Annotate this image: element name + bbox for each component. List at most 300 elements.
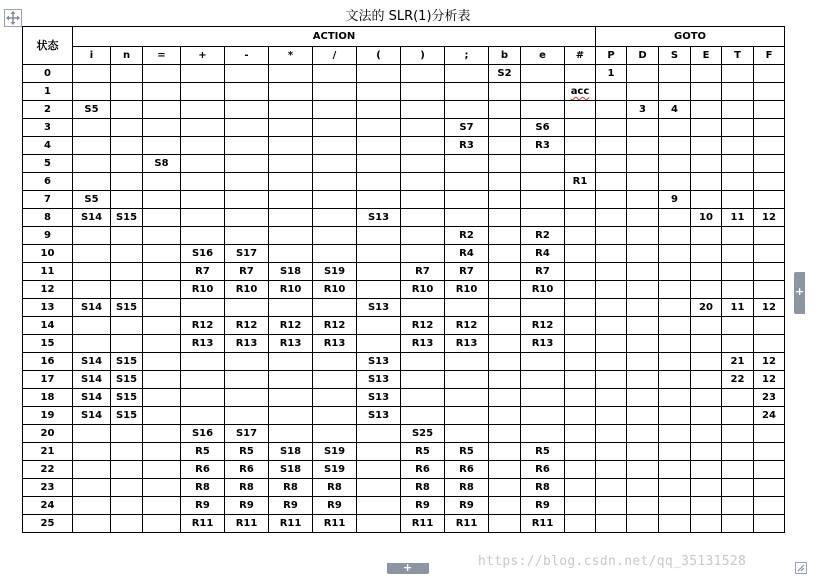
action-cell[interactable] [521,191,565,209]
action-cell[interactable]: R9 [225,497,269,515]
action-cell[interactable] [565,317,596,335]
goto-cell[interactable] [627,335,659,353]
action-cell[interactable] [225,137,269,155]
action-cell[interactable] [565,191,596,209]
action-cell[interactable] [111,191,143,209]
goto-cell[interactable] [627,209,659,227]
action-cell[interactable]: R10 [401,281,445,299]
goto-cell[interactable] [691,155,722,173]
goto-cell[interactable] [596,299,627,317]
action-cell[interactable] [269,209,313,227]
action-cell[interactable]: S16 [181,425,225,443]
goto-cell[interactable] [627,299,659,317]
action-cell[interactable] [313,353,357,371]
action-cell[interactable] [565,299,596,317]
action-cell[interactable] [565,65,596,83]
action-cell[interactable] [225,371,269,389]
action-cell[interactable]: R7 [401,263,445,281]
add-column-tab[interactable] [794,272,805,314]
action-cell[interactable]: R11 [269,515,313,533]
action-cell[interactable] [225,299,269,317]
action-cell[interactable]: S18 [269,461,313,479]
action-cell[interactable] [181,191,225,209]
action-cell[interactable] [401,245,445,263]
action-cell[interactable]: R10 [181,281,225,299]
action-cell[interactable] [73,119,111,137]
action-cell[interactable] [111,227,143,245]
action-cell[interactable] [565,227,596,245]
goto-cell[interactable] [754,263,785,281]
action-cell[interactable] [401,119,445,137]
goto-cell[interactable] [627,515,659,533]
goto-cell[interactable] [596,209,627,227]
action-cell[interactable]: R11 [313,515,357,533]
goto-cell[interactable] [659,137,691,155]
action-cell[interactable] [445,191,489,209]
action-cell[interactable]: S14 [73,353,111,371]
goto-cell[interactable] [659,227,691,245]
action-cell[interactable]: R13 [181,335,225,353]
goto-cell[interactable] [659,443,691,461]
action-cell[interactable] [73,335,111,353]
action-cell[interactable]: S15 [111,407,143,425]
action-cell[interactable] [357,461,401,479]
action-cell[interactable]: R11 [401,515,445,533]
action-cell[interactable]: R6 [445,461,489,479]
action-cell[interactable] [521,173,565,191]
goto-cell[interactable] [627,227,659,245]
goto-cell[interactable] [722,515,754,533]
action-cell[interactable] [313,407,357,425]
goto-cell[interactable] [722,407,754,425]
action-cell[interactable] [357,497,401,515]
action-cell[interactable]: R11 [225,515,269,533]
goto-cell[interactable] [596,479,627,497]
action-cell[interactable] [111,425,143,443]
action-cell[interactable]: S5 [73,191,111,209]
goto-cell[interactable] [691,263,722,281]
action-cell[interactable] [225,227,269,245]
action-cell[interactable]: S13 [357,209,401,227]
action-cell[interactable]: R4 [445,245,489,263]
goto-cell[interactable] [596,101,627,119]
goto-cell[interactable] [691,515,722,533]
goto-cell[interactable] [691,137,722,155]
goto-cell[interactable] [754,317,785,335]
goto-cell[interactable] [659,515,691,533]
action-cell[interactable] [111,317,143,335]
goto-cell[interactable] [596,245,627,263]
action-cell[interactable] [489,461,521,479]
action-cell[interactable] [225,101,269,119]
action-cell[interactable] [357,515,401,533]
action-cell[interactable] [73,461,111,479]
action-cell[interactable] [357,65,401,83]
action-cell[interactable] [181,389,225,407]
action-cell[interactable] [401,299,445,317]
action-cell[interactable] [565,101,596,119]
goto-cell[interactable] [596,389,627,407]
action-cell[interactable] [445,155,489,173]
goto-cell[interactable]: 10 [691,209,722,227]
action-cell[interactable] [313,155,357,173]
action-cell[interactable] [565,155,596,173]
goto-cell[interactable] [722,227,754,245]
goto-cell[interactable]: 11 [722,299,754,317]
goto-cell[interactable] [722,443,754,461]
action-cell[interactable]: R13 [445,335,489,353]
action-cell[interactable] [225,83,269,101]
action-cell[interactable] [489,263,521,281]
action-cell[interactable]: R9 [181,497,225,515]
goto-cell[interactable]: 12 [754,299,785,317]
action-cell[interactable] [73,65,111,83]
action-cell[interactable] [445,101,489,119]
action-cell[interactable]: R12 [313,317,357,335]
action-cell[interactable] [143,353,181,371]
action-cell[interactable] [143,227,181,245]
action-cell[interactable] [111,515,143,533]
action-cell[interactable] [313,101,357,119]
action-cell[interactable]: R9 [445,497,489,515]
goto-cell[interactable] [659,389,691,407]
goto-cell[interactable] [754,155,785,173]
add-row-tab[interactable] [387,563,429,574]
goto-cell[interactable] [691,101,722,119]
action-cell[interactable] [73,479,111,497]
action-cell[interactable]: R5 [225,443,269,461]
action-cell[interactable] [445,209,489,227]
action-cell[interactable] [181,407,225,425]
goto-cell[interactable] [627,65,659,83]
action-cell[interactable] [401,191,445,209]
action-cell[interactable] [445,353,489,371]
goto-cell[interactable] [627,389,659,407]
action-cell[interactable] [111,245,143,263]
goto-cell[interactable] [659,245,691,263]
goto-cell[interactable] [596,353,627,371]
goto-cell[interactable]: 24 [754,407,785,425]
goto-cell[interactable]: 3 [627,101,659,119]
action-cell[interactable] [401,101,445,119]
action-cell[interactable] [313,389,357,407]
action-cell[interactable]: R13 [401,335,445,353]
goto-cell[interactable] [596,371,627,389]
action-cell[interactable]: S15 [111,353,143,371]
goto-cell[interactable] [596,83,627,101]
action-cell[interactable]: R7 [521,263,565,281]
action-cell[interactable]: R6 [521,461,565,479]
goto-cell[interactable] [627,371,659,389]
action-cell[interactable]: R8 [445,479,489,497]
action-cell[interactable] [401,371,445,389]
action-cell[interactable] [565,479,596,497]
goto-cell[interactable] [627,479,659,497]
goto-cell[interactable] [691,281,722,299]
goto-cell[interactable] [659,425,691,443]
goto-cell[interactable] [596,263,627,281]
action-cell[interactable]: R7 [181,263,225,281]
action-cell[interactable] [489,101,521,119]
action-cell[interactable]: S13 [357,299,401,317]
action-cell[interactable] [111,83,143,101]
action-cell[interactable] [357,101,401,119]
goto-cell[interactable] [659,263,691,281]
action-cell[interactable] [225,191,269,209]
goto-cell[interactable] [659,281,691,299]
goto-cell[interactable] [627,425,659,443]
action-cell[interactable] [445,65,489,83]
action-cell[interactable]: R10 [521,281,565,299]
goto-cell[interactable]: 1 [596,65,627,83]
action-cell[interactable] [521,299,565,317]
action-cell[interactable] [111,101,143,119]
action-cell[interactable] [269,299,313,317]
action-cell[interactable] [73,173,111,191]
action-cell[interactable] [143,425,181,443]
action-cell[interactable] [269,353,313,371]
goto-cell[interactable]: 12 [754,353,785,371]
action-cell[interactable]: S5 [73,101,111,119]
action-cell[interactable] [565,371,596,389]
goto-cell[interactable] [691,497,722,515]
goto-cell[interactable] [659,119,691,137]
goto-cell[interactable] [659,353,691,371]
action-cell[interactable] [181,227,225,245]
action-cell[interactable] [445,407,489,425]
action-cell[interactable] [401,407,445,425]
action-cell[interactable] [111,137,143,155]
goto-cell[interactable] [722,119,754,137]
action-cell[interactable] [445,371,489,389]
action-cell[interactable] [489,245,521,263]
action-cell[interactable]: S16 [181,245,225,263]
action-cell[interactable] [401,389,445,407]
goto-cell[interactable] [691,389,722,407]
action-cell[interactable] [225,209,269,227]
action-cell[interactable] [565,335,596,353]
action-cell[interactable]: S15 [111,371,143,389]
goto-cell[interactable] [691,443,722,461]
goto-cell[interactable] [627,281,659,299]
action-cell[interactable]: R13 [225,335,269,353]
goto-cell[interactable] [722,497,754,515]
goto-cell[interactable]: 23 [754,389,785,407]
action-cell[interactable] [269,245,313,263]
action-cell[interactable]: R13 [313,335,357,353]
action-cell[interactable]: S17 [225,425,269,443]
goto-cell[interactable] [627,317,659,335]
action-cell[interactable] [225,119,269,137]
goto-cell[interactable] [659,479,691,497]
action-cell[interactable] [181,101,225,119]
action-cell[interactable]: R5 [445,443,489,461]
action-cell[interactable]: R9 [269,497,313,515]
goto-cell[interactable] [596,119,627,137]
action-cell[interactable] [313,371,357,389]
action-cell[interactable]: R7 [225,263,269,281]
action-cell[interactable]: R12 [521,317,565,335]
goto-cell[interactable] [659,497,691,515]
goto-cell[interactable] [722,335,754,353]
action-cell[interactable] [357,227,401,245]
goto-cell[interactable] [659,155,691,173]
table-resize-handle-icon[interactable] [795,562,807,574]
action-cell[interactable]: R10 [445,281,489,299]
goto-cell[interactable]: 22 [722,371,754,389]
goto-cell[interactable] [754,245,785,263]
action-cell[interactable] [313,83,357,101]
action-cell[interactable] [313,137,357,155]
action-cell[interactable] [489,335,521,353]
action-cell[interactable] [143,407,181,425]
goto-cell[interactable] [754,137,785,155]
action-cell[interactable]: S18 [269,263,313,281]
action-cell[interactable] [313,65,357,83]
action-cell[interactable] [111,263,143,281]
action-cell[interactable]: R5 [521,443,565,461]
action-cell[interactable] [489,497,521,515]
action-cell[interactable] [269,407,313,425]
action-cell[interactable]: S19 [313,443,357,461]
action-cell[interactable]: S15 [111,389,143,407]
goto-cell[interactable] [596,425,627,443]
action-cell[interactable]: R3 [445,137,489,155]
action-cell[interactable]: S2 [489,65,521,83]
action-cell[interactable] [143,137,181,155]
action-cell[interactable]: R1 [565,173,596,191]
action-cell[interactable] [269,227,313,245]
action-cell[interactable] [357,155,401,173]
goto-cell[interactable] [691,335,722,353]
action-cell[interactable] [181,371,225,389]
action-cell[interactable] [269,173,313,191]
goto-cell[interactable] [722,317,754,335]
action-cell[interactable] [489,137,521,155]
action-cell[interactable] [269,425,313,443]
action-cell[interactable]: S13 [357,353,401,371]
action-cell[interactable]: R8 [269,479,313,497]
action-cell[interactable]: R9 [521,497,565,515]
action-cell[interactable] [565,515,596,533]
goto-cell[interactable] [754,119,785,137]
action-cell[interactable] [111,479,143,497]
goto-cell[interactable] [596,281,627,299]
action-cell[interactable] [111,173,143,191]
action-cell[interactable] [313,209,357,227]
goto-cell[interactable] [659,371,691,389]
goto-cell[interactable] [754,461,785,479]
goto-cell[interactable] [691,119,722,137]
action-cell[interactable] [565,119,596,137]
action-cell[interactable] [143,299,181,317]
action-cell[interactable] [565,497,596,515]
action-cell[interactable] [357,479,401,497]
goto-cell[interactable] [596,335,627,353]
action-cell[interactable] [489,425,521,443]
action-cell[interactable]: R10 [313,281,357,299]
action-cell[interactable] [489,227,521,245]
action-cell[interactable] [225,389,269,407]
action-cell[interactable]: R7 [445,263,489,281]
action-cell[interactable] [269,191,313,209]
goto-cell[interactable] [754,227,785,245]
goto-cell[interactable] [627,443,659,461]
goto-cell[interactable] [596,443,627,461]
goto-cell[interactable] [691,65,722,83]
action-cell[interactable] [181,353,225,371]
action-cell[interactable] [401,353,445,371]
action-cell[interactable]: R10 [225,281,269,299]
action-cell[interactable] [357,335,401,353]
action-cell[interactable] [445,173,489,191]
action-cell[interactable] [181,83,225,101]
action-cell[interactable] [357,425,401,443]
action-cell[interactable] [401,155,445,173]
goto-cell[interactable] [627,353,659,371]
action-cell[interactable] [521,155,565,173]
goto-cell[interactable] [627,407,659,425]
action-cell[interactable] [111,461,143,479]
goto-cell[interactable]: 11 [722,209,754,227]
goto-cell[interactable] [659,461,691,479]
table-move-handle-icon[interactable] [4,9,22,27]
action-cell[interactable] [111,65,143,83]
action-cell[interactable] [269,83,313,101]
goto-cell[interactable] [691,407,722,425]
action-cell[interactable] [401,227,445,245]
action-cell[interactable]: R2 [521,227,565,245]
action-cell[interactable] [401,65,445,83]
action-cell[interactable]: R4 [521,245,565,263]
action-cell[interactable] [73,317,111,335]
action-cell[interactable] [313,227,357,245]
action-cell[interactable] [143,497,181,515]
goto-cell[interactable] [596,515,627,533]
action-cell[interactable]: R3 [521,137,565,155]
action-cell[interactable] [357,119,401,137]
goto-cell[interactable] [659,317,691,335]
goto-cell[interactable] [722,155,754,173]
action-cell[interactable] [269,119,313,137]
action-cell[interactable]: R13 [521,335,565,353]
goto-cell[interactable] [754,191,785,209]
goto-cell[interactable]: 9 [659,191,691,209]
action-cell[interactable] [143,389,181,407]
action-cell[interactable] [565,461,596,479]
goto-cell[interactable] [691,317,722,335]
goto-cell[interactable] [754,83,785,101]
goto-cell[interactable] [691,245,722,263]
action-cell[interactable] [269,101,313,119]
action-cell[interactable]: R5 [181,443,225,461]
action-cell[interactable] [357,317,401,335]
goto-cell[interactable] [722,281,754,299]
action-cell[interactable]: S13 [357,407,401,425]
action-cell[interactable] [143,317,181,335]
action-cell[interactable] [489,479,521,497]
goto-cell[interactable]: 12 [754,371,785,389]
goto-cell[interactable] [754,173,785,191]
action-cell[interactable] [489,119,521,137]
action-cell[interactable] [143,191,181,209]
action-cell[interactable] [73,443,111,461]
action-cell[interactable] [143,443,181,461]
action-cell[interactable] [521,407,565,425]
action-cell[interactable] [565,407,596,425]
action-cell[interactable] [73,515,111,533]
goto-cell[interactable] [627,461,659,479]
